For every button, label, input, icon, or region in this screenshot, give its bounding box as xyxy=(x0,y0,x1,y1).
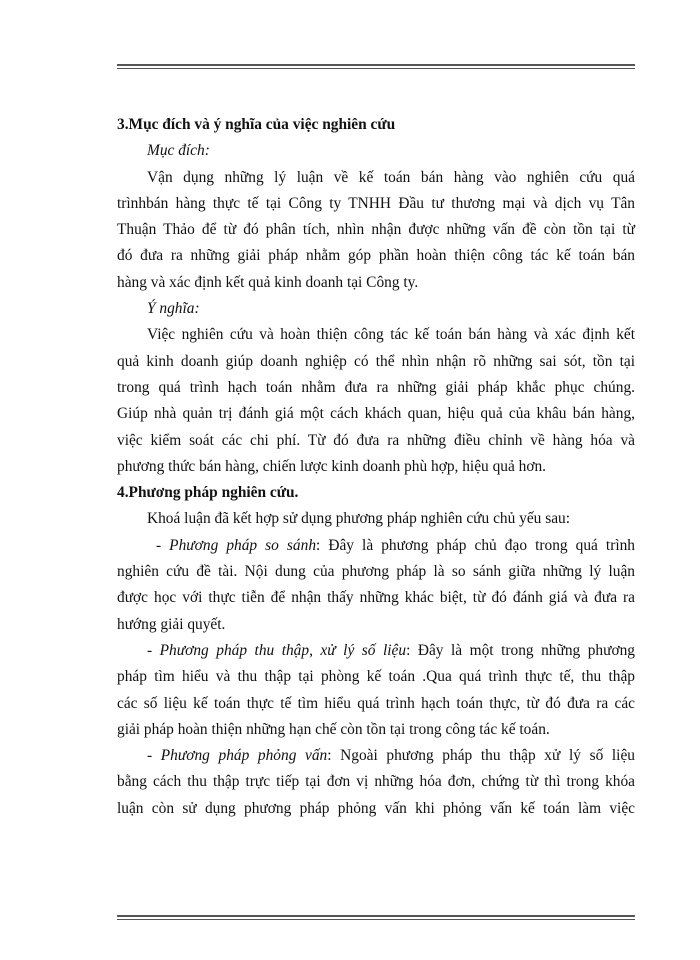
meaning-line: trong quá trình hạch toán nhằm đưa ra những giải pháp khắc phục chúng. xyxy=(117,378,635,396)
meaning-line: Giúp nhà quản trị đánh giá một cách khách quan, hiệu quả của khâu bán hàng, xyxy=(117,405,635,423)
purpose-line: Thuận Thảo để từ đó phân tích, nhìn nhận được những vấn đề còn tồn tại từ xyxy=(117,221,635,239)
method-so-sanh xyxy=(117,533,635,559)
method-label: - Phương pháp thu thập, xử lý số liệu xyxy=(147,641,407,659)
meaning-line: Việc nghiên cứu và hoàn thiện công tác kế toán bán hàng và xác định kết xyxy=(147,326,635,344)
method-thu-thap xyxy=(117,638,635,664)
method-phong-van xyxy=(117,743,635,769)
method-line: luận còn sử dụng phương pháp phỏng vấn khi phỏng vấn kế toán làm việc xyxy=(117,799,635,817)
purpose-label: Mục đích: xyxy=(147,142,210,160)
meaning-line: việc kiểm soát các chi phí. Từ đó đưa ra những điều chỉnh về hàng hóa và xyxy=(117,431,635,449)
method-text: : Ngoài phương pháp thu thập xử lý số liệu xyxy=(327,747,635,765)
meaning-line: phương thức bán hàng, chiến lược kinh doanh phù hợp, hiệu quả hơn. xyxy=(117,457,547,475)
method-line: giải pháp hoàn thiện những hạn chế còn tồn tại trong công tác kế toán. xyxy=(117,720,550,738)
footer-rule xyxy=(117,915,635,920)
purpose-line: Vận dụng những lý luận về kế toán bán hàng vào nghiên cứu quá xyxy=(147,168,635,186)
section-4-heading: 4.Phương pháp nghiên cứu. xyxy=(117,484,299,502)
method-line: các số liệu kế toán thực tế tìm hiểu quá trình hạch toán thực, từ đó đưa ra các xyxy=(117,694,635,712)
purpose-line: đó đưa ra những giải pháp nhằm góp phần hoàn thiện công tác kế toán bán xyxy=(117,247,635,265)
header-rule xyxy=(117,64,635,69)
method-text: : Đây là phương pháp chủ đạo trong quá trình xyxy=(316,536,635,554)
method-line: được học với thực tiễn để nhận thấy những khác biệt, từ đó đánh giá và đưa ra xyxy=(117,589,635,607)
purpose-line: hàng và xác định kết quả kinh doanh tại Công ty. xyxy=(117,273,419,291)
method-line: bằng cách thu thập trực tiếp tại đơn vị những hóa đơn, chứng từ thì trong khóa xyxy=(117,773,635,791)
meaning-label: Ý nghĩa: xyxy=(147,300,200,318)
method-line: nghiên cứu đề tài. Nội dung của phương pháp là so sánh giữa những lý luận xyxy=(117,563,635,581)
methods-intro: Khoá luận đã kết hợp sử dụng phương pháp nghiên cứu chủ yếu sau: xyxy=(147,510,570,528)
method-line: hướng giải quyết. xyxy=(117,615,226,633)
method-text: : Đây là một trong những phương xyxy=(406,641,635,659)
method-label: - Phương pháp phỏng vấn xyxy=(147,747,328,765)
meaning-line: quả kinh doanh giúp doanh nghiệp có thể nhìn nhận rõ những sai sót, tồn tại xyxy=(117,352,635,370)
method-line: pháp tìm hiểu và thu thập tại phòng kế toán .Qua quá trình thực tế, thu thập xyxy=(117,668,635,686)
method-label: - Phương pháp so sánh xyxy=(156,536,317,554)
section-3-heading: 3.Mục đích và ý nghĩa của việc nghiên cứu xyxy=(117,116,396,133)
document-body xyxy=(117,112,635,822)
purpose-line: trìnhbán hàng thực tế tại Công ty TNHH Đầu tư thương mại và dịch vụ Tân xyxy=(117,194,635,212)
